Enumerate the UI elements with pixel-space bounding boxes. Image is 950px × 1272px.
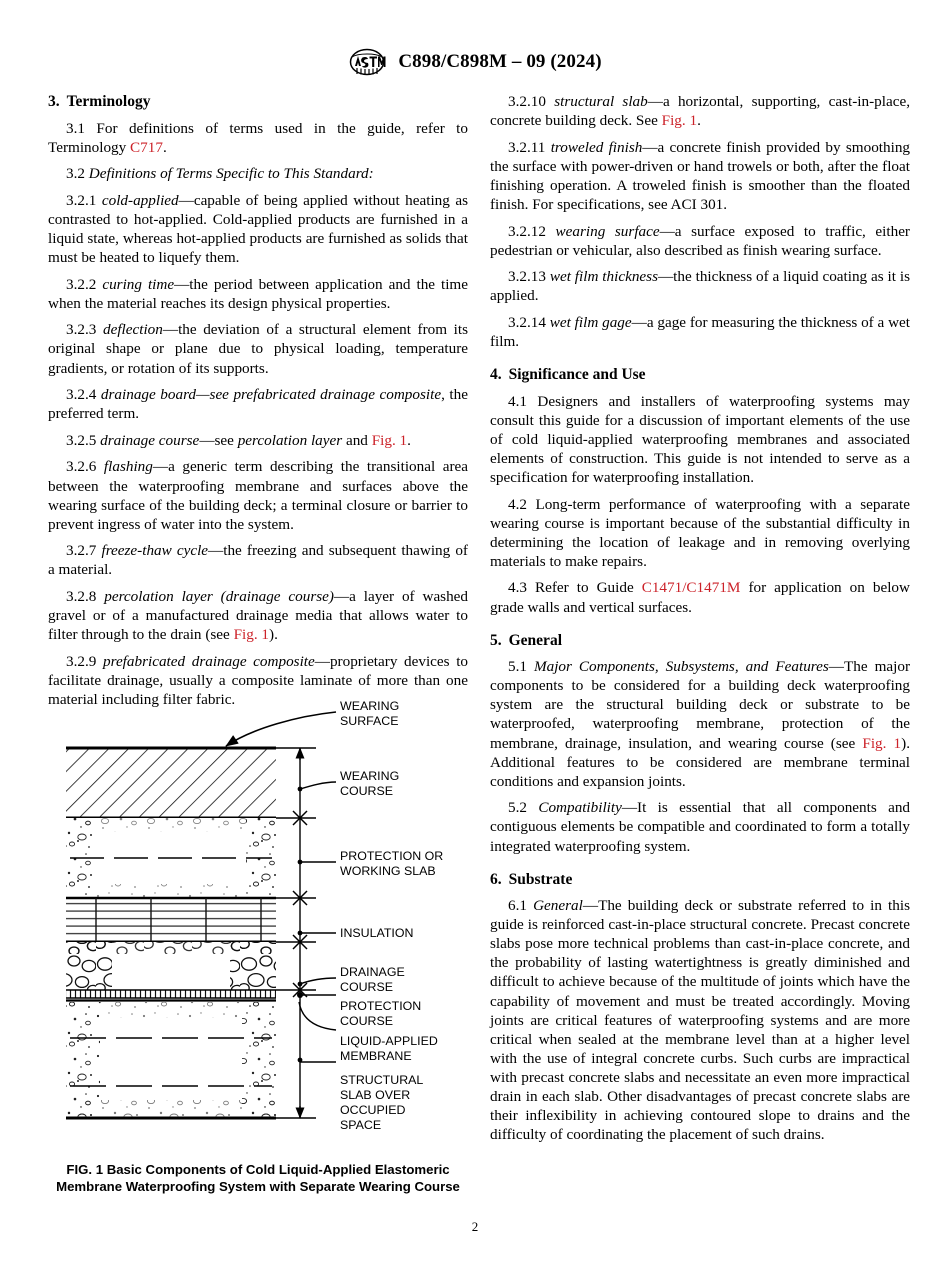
defined-term: structural slab bbox=[554, 93, 648, 110]
heading-section-5 bbox=[490, 631, 910, 650]
clause-text: For definitions of terms used in the guide, refer to Terminology bbox=[48, 119, 468, 156]
clause-text: Long-term performance of waterproofing with a separate wearing course is important because of the substantial difficulty in determining the location of leakage and in removing overlying materials to make repairs. bbox=[490, 495, 910, 570]
clause-italic-heading: Definitions of Terms Specific to This Standard: bbox=[88, 165, 374, 183]
astm-logo-icon bbox=[348, 48, 388, 76]
heading-section-4 bbox=[490, 365, 910, 384]
clause-text: —capable of being applied without heating as contrasted to hot-applied. Cold-applied products are furnished in a liquid state, whereas hot-applied products are furnished as solids that must be heated to liquefy them. bbox=[48, 191, 469, 267]
paragraph-3-2-12 bbox=[490, 222, 910, 260]
paragraph-3-2-7 bbox=[48, 541, 468, 579]
heading-4-number: 4. bbox=[490, 366, 502, 384]
heading-6-number: 6. bbox=[490, 870, 502, 888]
reference-link-c1471[interactable]: C1471/C1471M bbox=[641, 579, 741, 597]
clause-number: 3.1 bbox=[66, 119, 85, 137]
clause-text: —the period between application and the time when the material reaches its design physical properties. bbox=[48, 275, 468, 312]
clause-text-tail: ). bbox=[269, 626, 278, 644]
heading-3-number: 3. bbox=[48, 93, 60, 110]
page-header bbox=[0, 48, 950, 76]
paragraph-3-2-5 bbox=[48, 431, 468, 450]
label-wearing-surface-line1: WEARING bbox=[340, 699, 400, 713]
defined-term: prefabricated drainage composite bbox=[103, 652, 315, 670]
clause-number: 3.2.11 bbox=[508, 138, 546, 156]
heading-5-number: 5. bbox=[490, 631, 502, 649]
label-membrane-line2: MEMBRANE bbox=[340, 1049, 412, 1063]
clause-number: 5.2 bbox=[508, 799, 527, 817]
defined-term: deflection bbox=[102, 321, 163, 339]
paragraph-5-1 bbox=[490, 657, 910, 791]
clause-text: —the thickness of a liquid coating as it is applied. bbox=[490, 268, 910, 305]
heading-5-text: General bbox=[508, 631, 562, 649]
paragraph-3-2-14 bbox=[490, 313, 910, 351]
label-structural-slab-line4: SPACE bbox=[340, 1118, 382, 1132]
paragraph-3-2-4 bbox=[48, 385, 468, 423]
clause-text: —a gage for measuring the thickness of a wet film. bbox=[490, 313, 911, 351]
clause-text: —a layer of washed gravel or of a manufactured drainage media that allows water to filter through to the drain (see bbox=[48, 587, 469, 644]
label-structural-slab-line3: OCCUPIED bbox=[340, 1103, 406, 1117]
clause-text: —a generic term describing the transitional area between the waterproofing membrane and surfaces above the wearing surface of the building deck; a terminal closure or barrier to prevent ingress of water into the system. bbox=[48, 458, 469, 533]
paragraph-3-2-3 bbox=[48, 320, 468, 377]
paragraph-4-3 bbox=[490, 578, 910, 616]
clause-text: and bbox=[342, 431, 372, 449]
reference-link-fig1[interactable]: Fig. 1 bbox=[371, 431, 408, 449]
paragraph-3-2 bbox=[48, 164, 468, 183]
clause-text: —proprietary devices to facilitate drainage, usually a composite laminate of more than one material including filter fabric. bbox=[48, 652, 469, 708]
defined-term: drainage course bbox=[100, 431, 200, 449]
clause-text: Refer to Guide bbox=[535, 579, 642, 597]
defined-term: wet film gage bbox=[549, 313, 632, 331]
clause-number: 3.2.8 bbox=[66, 587, 97, 605]
heading-3-text: Terminology bbox=[66, 93, 151, 110]
clause-number: 3.2.9 bbox=[66, 652, 97, 670]
paragraph-3-2-10 bbox=[490, 92, 910, 130]
paragraph-3-2-6 bbox=[48, 457, 468, 533]
label-structural-slab-line1: STRUCTURAL bbox=[340, 1073, 424, 1087]
clause-number: 4.2 bbox=[508, 495, 527, 513]
label-protection-course-line2: COURSE bbox=[340, 1014, 394, 1028]
clause-number: 3.2.6 bbox=[66, 458, 97, 476]
defined-term: freeze-thaw cycle bbox=[101, 542, 209, 560]
reference-link-c717[interactable]: C717 bbox=[130, 138, 163, 156]
document-title: C898/C898M – 09 (2024) bbox=[398, 51, 602, 72]
clause-number: 3.2.1 bbox=[66, 191, 97, 209]
label-structural-slab-line2: SLAB OVER bbox=[340, 1088, 411, 1102]
clause-text-tail: . bbox=[697, 112, 701, 130]
defined-term: troweled finish bbox=[550, 138, 643, 156]
paragraph-3-2-8 bbox=[48, 587, 468, 644]
clause-text-tail: for application on below grade walls and vertical surfaces. bbox=[490, 579, 910, 616]
clause-text: —The building deck or substrate referred to in this guide is reinforced cast-in-place structural concrete. Precast concrete slabs pose more technical problems than cast-in-place concrete, and the probability of lasting watertightness is greatly diminished and difficult to achieve because of the multitude of joints which have the capability of movement and must be treated accordingly. Moving joints are critical features of waterproofing systems and are more critical when sealed at the membrane level than at a higher level with the use of integral concrete curbs. Such curbs are impractical with precast concrete slabs and necessitate an even more impractical drain in each slab. Other disadvantages of precast concrete slabs are their inflexibility in achieving contoured slope to drains and the difficulty of coordinating the placement of such drains. bbox=[490, 897, 911, 1144]
paragraph-3-2-2 bbox=[48, 275, 468, 313]
clause-text: —It is essential that all components and contiguous elements be compatible and coordinated to form a totally integrated waterproofing system. bbox=[490, 799, 911, 855]
defined-term: curing time bbox=[102, 275, 175, 293]
label-membrane-line1: LIQUID-APPLIED bbox=[340, 1034, 438, 1048]
figure-caption bbox=[48, 1162, 468, 1195]
figure-1 bbox=[48, 690, 468, 1210]
clause-text-tail: ). Additional features to be considered are membrane terminal conditions and expansion joints. bbox=[490, 734, 910, 790]
clause-text: —a horizontal, supporting, cast-in-place, concrete building deck. See bbox=[490, 93, 910, 130]
defined-term-secondary: percolation layer bbox=[237, 431, 343, 449]
defined-term: Major Components, Subsystems, and Features bbox=[533, 658, 829, 676]
reference-link-fig1[interactable]: Fig. 1 bbox=[661, 112, 698, 130]
figure-caption-line-1: FIG. 1 Basic Components of Cold Liquid-Applied Elastomeric bbox=[66, 1162, 450, 1177]
paragraph-3-2-1 bbox=[48, 191, 468, 267]
clause-number: 3.2.7 bbox=[66, 542, 97, 560]
defined-term: drainage board—see prefabricated drainage composite bbox=[100, 386, 442, 404]
clause-text: Designers and installers of waterproofing systems may consult this guide for a discussion of important elements of the use of cold liquid-applied waterproofing membranes and associated elements of construction. This guide is not intended to serve as a specification for waterproofing installation. bbox=[490, 392, 910, 486]
clause-number: 3.2.2 bbox=[66, 275, 97, 293]
paragraph-3-1 bbox=[48, 119, 468, 157]
clause-text: —the deviation of a structural element from its original shape or plane due to physical loading, temperature gradients, or rotation of its supports. bbox=[48, 321, 469, 377]
label-insulation-line1: INSULATION bbox=[340, 926, 414, 940]
clause-number: 3.2.10 bbox=[508, 93, 546, 110]
clause-text: —the freezing and subsequent thawing of a material. bbox=[48, 542, 468, 579]
clause-text: —see bbox=[199, 431, 238, 449]
label-drainage-course-line2: COURSE bbox=[340, 980, 394, 994]
heading-6-text: Substrate bbox=[508, 870, 573, 888]
clause-number: 3.2.3 bbox=[66, 321, 97, 339]
paragraph-5-2 bbox=[490, 798, 910, 855]
paragraph-4-2 bbox=[490, 495, 910, 571]
paragraph-6-1 bbox=[490, 896, 910, 1144]
clause-text: —a surface exposed to traffic, either pedestrian or vehicular, also described as finish wearing surface. bbox=[490, 222, 910, 259]
label-wearing-surface-line2: SURFACE bbox=[340, 714, 399, 728]
label-drainage-course-line1: DRAINAGE bbox=[340, 965, 405, 979]
label-protection-course-line1: PROTECTION bbox=[340, 999, 422, 1013]
clause-number: 3.2.13 bbox=[508, 268, 546, 286]
defined-term: Compatibility bbox=[538, 799, 622, 817]
paragraph-3-2-13 bbox=[490, 267, 910, 305]
clause-text: , the preferred term. bbox=[48, 386, 468, 423]
heading-section-6 bbox=[490, 870, 910, 889]
defined-term: General bbox=[533, 897, 583, 915]
clause-number: 3.2.14 bbox=[508, 313, 546, 331]
page-number: 2 bbox=[471, 1219, 479, 1234]
clause-number: 3.2.4 bbox=[66, 386, 97, 404]
right-column bbox=[490, 92, 910, 1144]
reference-link-fig1[interactable]: Fig. 1 bbox=[862, 734, 902, 752]
defined-term: cold-applied bbox=[101, 191, 179, 209]
reference-link-fig1[interactable]: Fig. 1 bbox=[233, 626, 270, 644]
clause-number: 3.2.5 bbox=[66, 431, 97, 449]
heading-4-text: Significance and Use bbox=[508, 366, 646, 384]
clause-text-tail: . bbox=[407, 431, 411, 449]
clause-text: —The major components to be considered for a building deck waterproofing system are the structural building deck or substrate to be waterproofed, waterproofing membrane, protection of the membrane, drainage, insulation, and wearing course (see bbox=[490, 658, 911, 752]
heading-section-3 bbox=[48, 92, 468, 111]
defined-term: wet film thickness bbox=[549, 268, 658, 286]
defined-term: percolation layer (drainage course) bbox=[104, 587, 334, 605]
clause-number: 5.1 bbox=[508, 658, 527, 676]
defined-term: wearing surface bbox=[555, 222, 660, 240]
left-column bbox=[48, 92, 468, 709]
clause-number: 3.2 bbox=[66, 165, 85, 183]
label-protection-slab-line1: PROTECTION OR bbox=[340, 849, 444, 863]
figure-caption-line-2: Membrane Waterproofing System with Separate Wearing Course bbox=[56, 1178, 460, 1194]
clause-text-tail: . bbox=[162, 138, 167, 156]
defined-term: flashing bbox=[103, 458, 153, 476]
paragraph-3-2-11 bbox=[490, 138, 910, 214]
clause-number: 4.3 bbox=[508, 579, 527, 597]
clause-text: —a concrete finish provided by smoothing the surface with power-driven or hand trowels or both, after the float finishing operation. A troweled finish is smoother than the floated finish. For specifications, see ACI 301. bbox=[490, 138, 911, 213]
paragraph-4-1 bbox=[490, 392, 910, 487]
label-protection-slab-line2: WORKING SLAB bbox=[340, 864, 436, 878]
label-wearing-course-line1: WEARING bbox=[340, 769, 400, 783]
figure-1-diagram bbox=[48, 690, 468, 1160]
clause-number: 6.1 bbox=[508, 897, 527, 915]
label-wearing-course-line2: COURSE bbox=[340, 784, 394, 798]
clause-number: 4.1 bbox=[508, 392, 527, 410]
clause-number: 3.2.12 bbox=[508, 222, 546, 240]
